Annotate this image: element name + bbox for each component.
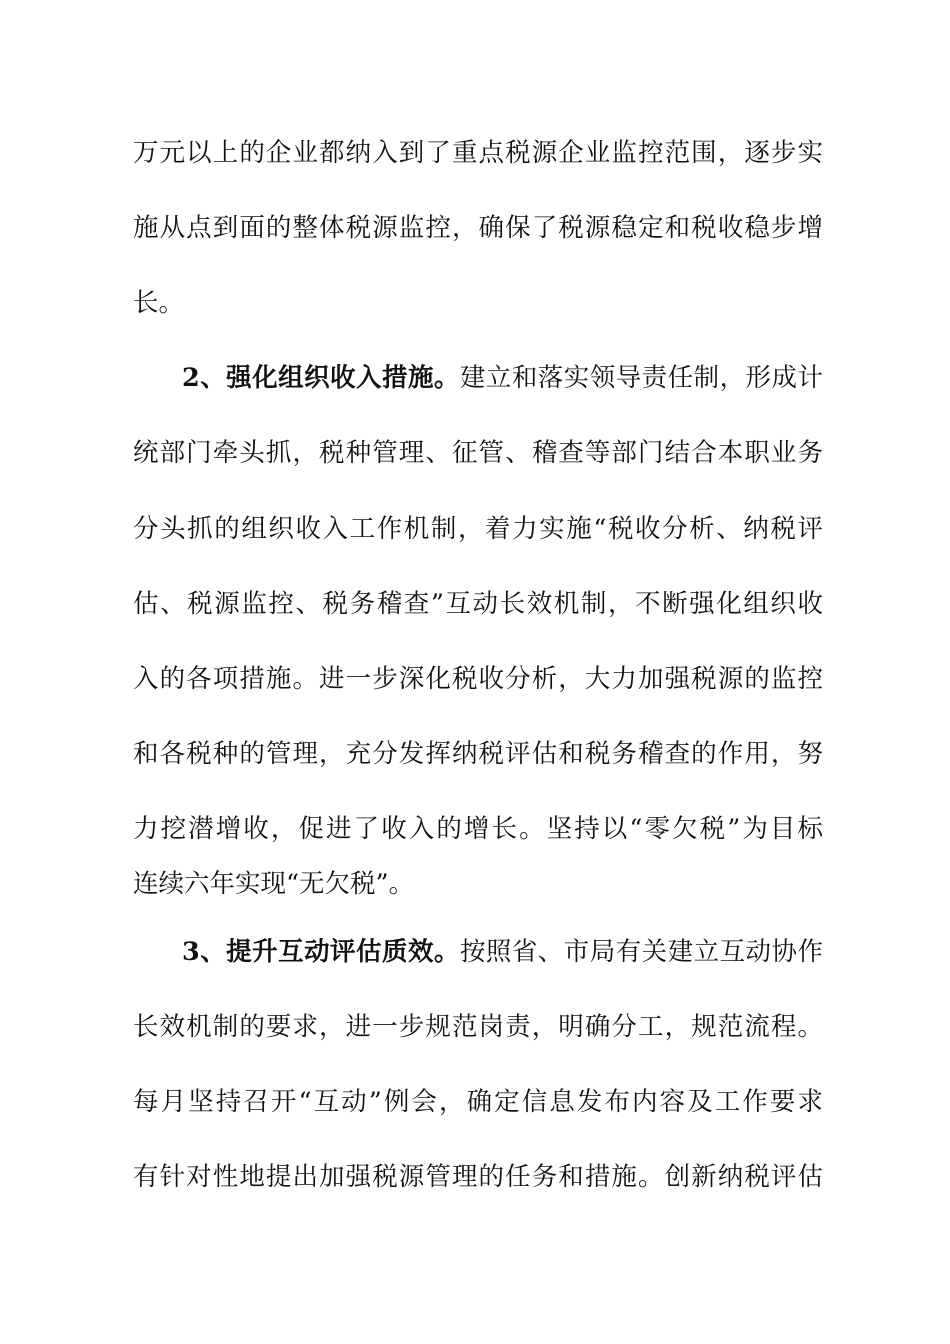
paragraph-1-line-3: 长。 [133,288,185,318]
paragraph-2-line-5: 入的各项措施。进一步深化税收分析，大力加强税源的监控 [133,664,823,694]
paragraph-2-line-1 [182,358,823,398]
paragraph-3-line-4: 有针对性地提出加强税源管理的任务和措施。创新纳税评估 [133,1162,823,1192]
paragraph-2-line-8: 连续六年实现“无欠税”。 [133,869,415,899]
paragraph-3-line-2: 长效机制的要求，进一步规范岗责，明确分工，规范流程。 [133,1012,823,1042]
paragraph-2-line-3: 分头抓的组织收入工作机制，着力实施“税收分析、纳税评 [133,514,823,544]
paragraph-2-line-7: 力挖潜增收，促进了收入的增长。坚持以“零欠税”为目标 [133,814,823,844]
paragraph-3-line-1-text: 按照省、市局有关建立互动协作 [459,937,823,967]
paragraph-3-heading: 3、提升互动评估质效。 [182,937,460,967]
paragraph-1-line-2: 施从点到面的整体税源监控，确保了税源稳定和税收稳步增 [133,213,823,243]
paragraph-3-line-1 [182,932,823,972]
paragraph-2-line-2: 统部门牵头抓，税种管理、征管、稽查等部门结合本职业务 [133,438,823,468]
paragraph-2-line-4: 估、税源监控、税务稽查”互动长效机制，不断强化组织收 [133,589,823,619]
paragraph-1-line-1: 万元以上的企业都纳入到了重点税源企业监控范围，逐步实 [133,138,823,168]
paragraph-2-heading: 2、强化组织收入措施。 [182,363,460,393]
paragraph-2-line-6: 和各税种的管理，充分发挥纳税评估和税务稽查的作用，努 [133,739,823,769]
paragraph-3-line-3: 每月坚持召开“互动”例会，确定信息发布内容及工作要求 [133,1087,823,1117]
paragraph-2-line-1-text: 建立和落实领导责任制，形成计 [459,363,823,393]
